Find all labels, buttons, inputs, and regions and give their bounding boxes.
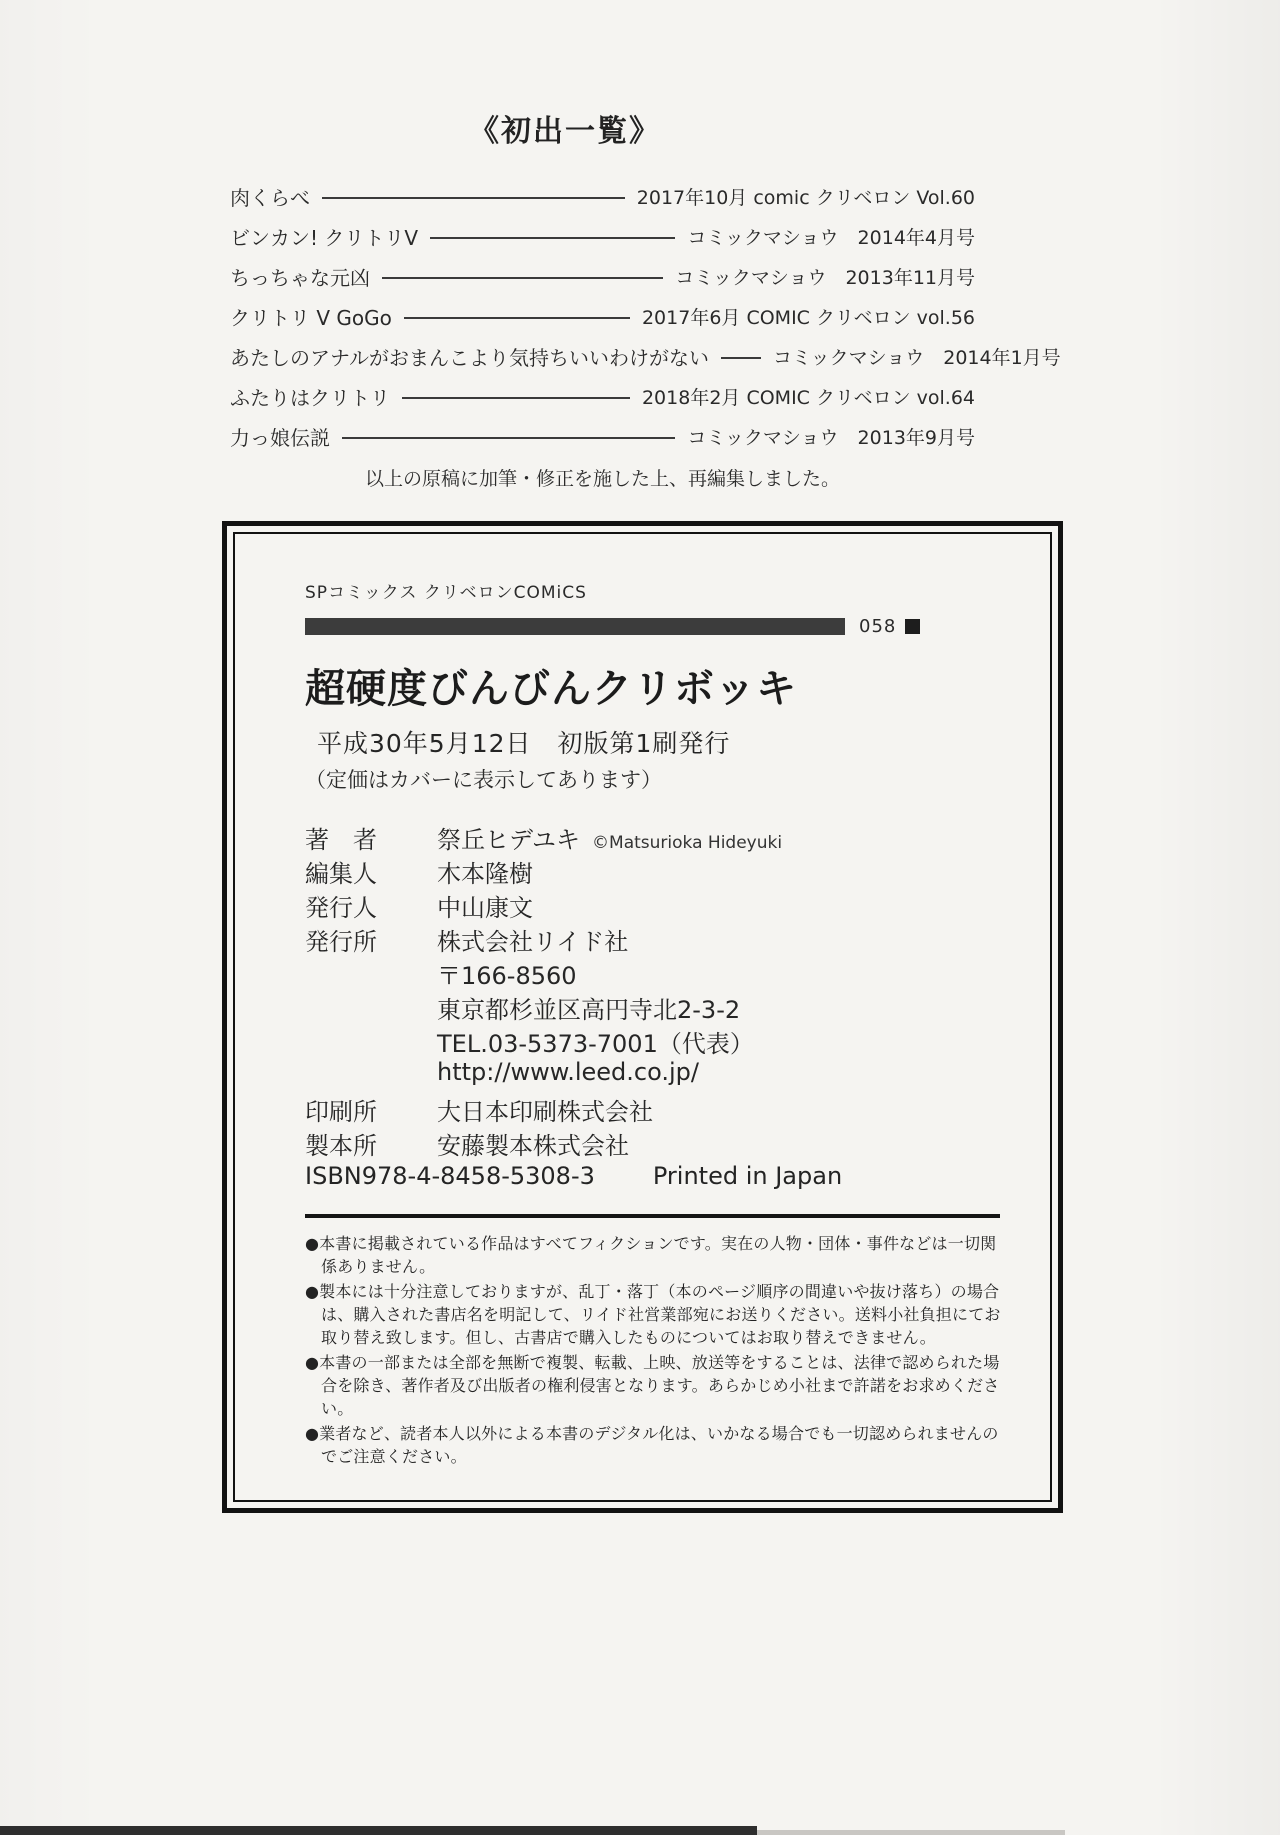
credit-row-printer <box>305 1092 1022 1126</box>
work-title: 肉くらべ <box>230 185 310 210</box>
leader-line <box>430 237 675 239</box>
page-title: 《初出一覧》 <box>469 114 661 149</box>
credit-row-author <box>305 820 1022 854</box>
works-note: 以上の原稿に加筆・修正を施した上、再編集しました。 <box>364 468 840 490</box>
black-bar <box>305 618 845 635</box>
work-source: 2017年10月 comic クリベロン Vol.60 <box>636 186 975 209</box>
leader-line <box>721 357 761 359</box>
work-source: 2017年6月 COMIC クリベロン vol.56 <box>641 306 975 329</box>
list-item <box>230 384 975 408</box>
publisher-url: http://www.leed.co.jp/ <box>437 1058 699 1086</box>
credit-label: 編集人 <box>305 860 377 888</box>
credit-value: 安藤製本株式会社 <box>437 1132 629 1160</box>
credit-row-binder <box>305 1126 1022 1160</box>
credit-value: 祭丘ヒデユキ <box>437 826 581 854</box>
list-item <box>230 264 975 288</box>
credit-label: 発行人 <box>305 894 377 922</box>
credit-value: 木本隆樹 <box>437 860 533 888</box>
printed-in: Printed in Japan <box>652 1162 843 1190</box>
credit-row-editor <box>305 854 1022 888</box>
work-source: コミックマショウ 2014年4月号 <box>687 226 975 249</box>
list-item <box>230 304 975 328</box>
legal-notices <box>305 1232 1005 1468</box>
series-label: SPコミックス クリベロンCOMiCS <box>305 583 587 603</box>
publisher-address <box>437 956 1022 1092</box>
series-number: 058 <box>859 616 897 637</box>
colophon-box <box>222 521 1063 1513</box>
credit-label: 印刷所 <box>305 1098 377 1126</box>
work-source: 2018年2月 COMIC クリベロン vol.64 <box>641 386 975 409</box>
work-title: クリトリ V GoGo <box>230 305 392 330</box>
work-title: ビンカン! クリトリV <box>230 225 419 250</box>
work-title: ちっちゃな元凶 <box>230 265 370 290</box>
list-item <box>230 344 1061 370</box>
isbn: ISBN978-4-8458-5308-3 <box>305 1162 595 1190</box>
credit-label: 発行所 <box>305 928 377 956</box>
credit-value: 大日本印刷株式会社 <box>437 1098 653 1126</box>
work-source: コミックマショウ 2014年1月号 <box>773 346 1061 369</box>
credit-row-publisher <box>305 922 1022 956</box>
work-title: ふたりはクリトリ <box>230 385 390 410</box>
leader-line <box>404 317 630 319</box>
address-line: TEL.03-5373-7001（代表） <box>437 1030 754 1058</box>
isbn-row <box>305 1162 1022 1190</box>
first-publication-list <box>230 184 1061 450</box>
edition-line: 平成30年5月12日 初版第1刷発行 <box>317 729 731 758</box>
leader-line <box>382 277 663 279</box>
price-note: （定価はカバーに表示してあります） <box>305 768 662 792</box>
list-item <box>230 224 975 248</box>
credit-row-issuer <box>305 888 1022 922</box>
list-item <box>230 424 975 448</box>
copyright-note: ©Matsurioka Hideyuki <box>592 833 783 853</box>
credit-label: 著 者 <box>305 826 377 854</box>
notice-item: ●本書の一部または全部を無断で複製、転載、上映、放送等をすることは、法律で認められた場合を除き、著作者及び出版者の権利侵害となります。あらかじめ小社まで許諾をお求めください。 <box>305 1353 1000 1418</box>
leader-line <box>322 197 625 199</box>
credits-block <box>305 820 1022 1190</box>
credit-value: 株式会社リイド社 <box>437 928 629 956</box>
book-title: 超硬度びんびんクリボッキ <box>305 666 797 712</box>
colophon-inner-frame <box>233 532 1052 1502</box>
work-source: コミックマショウ 2013年11月号 <box>675 266 975 289</box>
series-number-bar <box>305 616 1022 637</box>
work-title: あたしのアナルがおまんこより気持ちいいわけがない <box>230 345 709 370</box>
notice-item: ●本書に掲載されている作品はすべてフィクションです。実在の人物・団体・事件などは一切関係ありません。 <box>305 1234 997 1276</box>
divider <box>305 1214 1000 1218</box>
list-item <box>230 184 975 208</box>
scan-artifact <box>757 1830 1065 1835</box>
leader-line <box>342 437 675 439</box>
address-line: 〒166-8560 <box>437 962 577 990</box>
work-title: 力っ娘伝説 <box>230 425 330 450</box>
notice-item: ●業者など、読者本人以外による本書のデジタル化は、いかなる場合でも一切認められませんのでご注意ください。 <box>305 1424 999 1466</box>
black-square-icon <box>905 619 920 634</box>
address-line: 東京都杉並区高円寺北2-3-2 <box>437 996 741 1024</box>
notice-item: ●製本には十分注意しておりますが、乱丁・落丁（本のページ順序の間違いや抜け落ち）の場合は、購入された書店名を明記して、リイド社営業部宛にお送りください。送料小社負担にてお取り替え致します。但し、古書店で購入したものについてはお取り替えできません。 <box>305 1282 1001 1347</box>
leader-line <box>402 397 630 399</box>
credit-value: 中山康文 <box>437 894 533 922</box>
work-source: コミックマショウ 2013年9月号 <box>687 426 975 449</box>
credit-label: 製本所 <box>305 1132 377 1160</box>
scan-artifact <box>0 1826 757 1835</box>
